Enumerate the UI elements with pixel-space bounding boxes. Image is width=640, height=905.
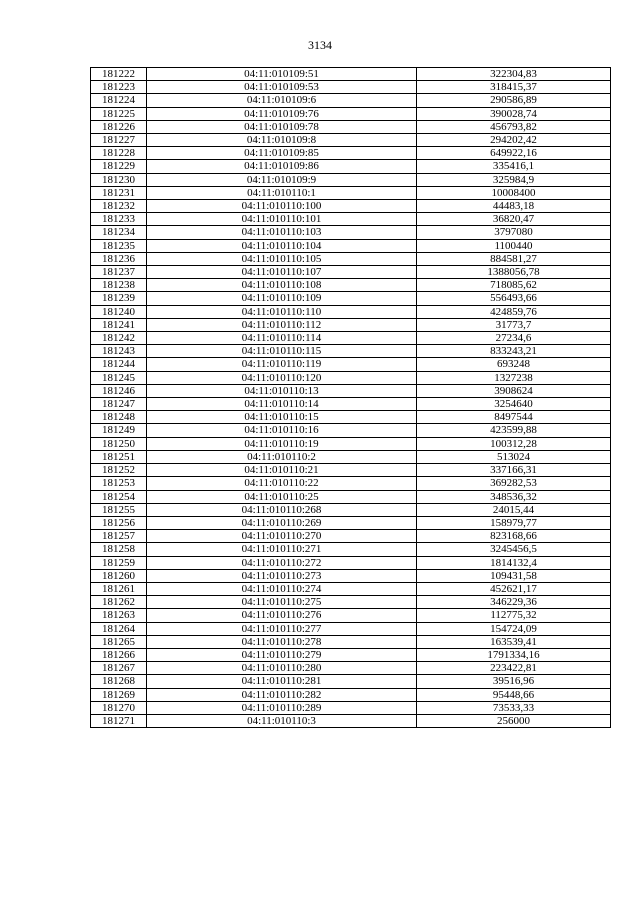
cadastral-number-cell: 04:11:010110:268 [147, 503, 417, 516]
page-number: 3134 [308, 38, 332, 52]
value-cell: 390028,74 [417, 107, 611, 120]
value-cell: 318415,37 [417, 81, 611, 94]
cadastral-number-cell: 04:11:010110:109 [147, 292, 417, 305]
cadastral-number-cell: 04:11:010110:282 [147, 688, 417, 701]
value-cell: 325984,9 [417, 173, 611, 186]
cadastral-number-cell: 04:11:010110:14 [147, 398, 417, 411]
row-number-cell: 181267 [91, 662, 147, 675]
value-cell: 36820,47 [417, 213, 611, 226]
table-row [91, 477, 611, 490]
row-number-cell: 181242 [91, 332, 147, 345]
value-cell: 3908624 [417, 384, 611, 397]
row-number-cell: 181256 [91, 516, 147, 529]
row-number-cell: 181251 [91, 450, 147, 463]
cadastral-number-cell: 04:11:010110:119 [147, 358, 417, 371]
table-row [91, 371, 611, 384]
table-row [91, 675, 611, 688]
table-row [91, 81, 611, 94]
value-cell: 3797080 [417, 226, 611, 239]
row-number-cell: 181238 [91, 279, 147, 292]
value-cell: 10008400 [417, 186, 611, 199]
table-row [91, 94, 611, 107]
cadastral-number-cell: 04:11:010109:76 [147, 107, 417, 120]
value-cell: 348536,32 [417, 490, 611, 503]
row-number-cell: 181227 [91, 134, 147, 147]
table-row [91, 596, 611, 609]
table-row [91, 503, 611, 516]
cadastral-number-cell: 04:11:010110:110 [147, 305, 417, 318]
table-row [91, 556, 611, 569]
row-number-cell: 181245 [91, 371, 147, 384]
cadastral-number-cell: 04:11:010110:276 [147, 609, 417, 622]
value-cell: 693248 [417, 358, 611, 371]
row-number-cell: 181249 [91, 424, 147, 437]
table-row [91, 332, 611, 345]
cadastral-number-cell: 04:11:010110:103 [147, 226, 417, 239]
row-number-cell: 181263 [91, 609, 147, 622]
table-row [91, 543, 611, 556]
cadastral-number-cell: 04:11:010110:270 [147, 530, 417, 543]
cadastral-number-cell: 04:11:010110:15 [147, 411, 417, 424]
value-cell: 424859,76 [417, 305, 611, 318]
value-cell: 1388056,78 [417, 266, 611, 279]
value-cell: 294202,42 [417, 134, 611, 147]
table-row [91, 173, 611, 186]
cadastral-number-cell: 04:11:010110:272 [147, 556, 417, 569]
row-number-cell: 181224 [91, 94, 147, 107]
row-number-cell: 181239 [91, 292, 147, 305]
cadastral-number-cell: 04:11:010110:108 [147, 279, 417, 292]
row-number-cell: 181237 [91, 266, 147, 279]
value-cell: 290586,89 [417, 94, 611, 107]
row-number-cell: 181231 [91, 186, 147, 199]
value-cell: 452621,17 [417, 582, 611, 595]
cadastral-number-cell: 04:11:010110:277 [147, 622, 417, 635]
row-number-cell: 181226 [91, 120, 147, 133]
value-cell: 884581,27 [417, 252, 611, 265]
row-number-cell: 181264 [91, 622, 147, 635]
row-number-cell: 181223 [91, 81, 147, 94]
table-row [91, 450, 611, 463]
value-cell: 154724,09 [417, 622, 611, 635]
cadastral-number-cell: 04:11:010110:115 [147, 345, 417, 358]
cadastral-number-cell: 04:11:010110:281 [147, 675, 417, 688]
row-number-cell: 181266 [91, 648, 147, 661]
value-cell: 718085,62 [417, 279, 611, 292]
row-number-cell: 181250 [91, 437, 147, 450]
table-row [91, 68, 611, 81]
table-row [91, 384, 611, 397]
row-number-cell: 181222 [91, 68, 147, 81]
row-number-cell: 181225 [91, 107, 147, 120]
table-row [91, 714, 611, 727]
table-row [91, 437, 611, 450]
value-cell: 158979,77 [417, 516, 611, 529]
table-row [91, 292, 611, 305]
registry-table-body [91, 68, 611, 728]
value-cell: 100312,28 [417, 437, 611, 450]
table-row [91, 266, 611, 279]
row-number-cell: 181243 [91, 345, 147, 358]
table-row [91, 345, 611, 358]
value-cell: 3245456,5 [417, 543, 611, 556]
value-cell: 39516,96 [417, 675, 611, 688]
table-row [91, 252, 611, 265]
cadastral-number-cell: 04:11:010109:85 [147, 147, 417, 160]
value-cell: 833243,21 [417, 345, 611, 358]
cadastral-number-cell: 04:11:010110:22 [147, 477, 417, 490]
cadastral-number-cell: 04:11:010110:2 [147, 450, 417, 463]
table-row [91, 305, 611, 318]
cadastral-number-cell: 04:11:010109:9 [147, 173, 417, 186]
table-row [91, 358, 611, 371]
cadastral-number-cell: 04:11:010110:104 [147, 239, 417, 252]
cadastral-number-cell: 04:11:010110:100 [147, 200, 417, 213]
cadastral-number-cell: 04:11:010109:8 [147, 134, 417, 147]
row-number-cell: 181240 [91, 305, 147, 318]
value-cell: 73533,33 [417, 701, 611, 714]
table-row [91, 147, 611, 160]
table-row [91, 120, 611, 133]
row-number-cell: 181230 [91, 173, 147, 186]
cadastral-number-cell: 04:11:010110:280 [147, 662, 417, 675]
value-cell: 3254640 [417, 398, 611, 411]
table-row [91, 701, 611, 714]
cadastral-number-cell: 04:11:010110:114 [147, 332, 417, 345]
table-row [91, 239, 611, 252]
table-row [91, 648, 611, 661]
row-number-cell: 181254 [91, 490, 147, 503]
row-number-cell: 181255 [91, 503, 147, 516]
cadastral-number-cell: 04:11:010110:271 [147, 543, 417, 556]
value-cell: 8497544 [417, 411, 611, 424]
cadastral-number-cell: 04:11:010110:275 [147, 596, 417, 609]
value-cell: 823168,66 [417, 530, 611, 543]
cadastral-number-cell: 04:11:010110:112 [147, 318, 417, 331]
cadastral-number-cell: 04:11:010110:3 [147, 714, 417, 727]
cadastral-number-cell: 04:11:010110:278 [147, 635, 417, 648]
value-cell: 256000 [417, 714, 611, 727]
cadastral-number-cell: 04:11:010110:25 [147, 490, 417, 503]
table-row [91, 213, 611, 226]
row-number-cell: 181262 [91, 596, 147, 609]
table-row [91, 609, 611, 622]
table-row [91, 226, 611, 239]
value-cell: 1327238 [417, 371, 611, 384]
row-number-cell: 181270 [91, 701, 147, 714]
cadastral-number-cell: 04:11:010110:120 [147, 371, 417, 384]
value-cell: 337166,31 [417, 464, 611, 477]
row-number-cell: 181265 [91, 635, 147, 648]
row-number-cell: 181257 [91, 530, 147, 543]
table-row [91, 318, 611, 331]
table-row [91, 662, 611, 675]
row-number-cell: 181241 [91, 318, 147, 331]
row-number-cell: 181246 [91, 384, 147, 397]
value-cell: 423599,88 [417, 424, 611, 437]
value-cell: 163539,41 [417, 635, 611, 648]
cadastral-number-cell: 04:11:010110:274 [147, 582, 417, 595]
value-cell: 31773,7 [417, 318, 611, 331]
row-number-cell: 181233 [91, 213, 147, 226]
row-number-cell: 181236 [91, 252, 147, 265]
table-row [91, 279, 611, 292]
cadastral-number-cell: 04:11:010110:101 [147, 213, 417, 226]
value-cell: 346229,36 [417, 596, 611, 609]
value-cell: 1791334,16 [417, 648, 611, 661]
row-number-cell: 181258 [91, 543, 147, 556]
value-cell: 24015,44 [417, 503, 611, 516]
cadastral-number-cell: 04:11:010109:78 [147, 120, 417, 133]
value-cell: 1100440 [417, 239, 611, 252]
row-number-cell: 181269 [91, 688, 147, 701]
cadastral-number-cell: 04:11:010110:21 [147, 464, 417, 477]
table-row [91, 516, 611, 529]
value-cell: 27234,6 [417, 332, 611, 345]
cadastral-number-cell: 04:11:010110:13 [147, 384, 417, 397]
row-number-cell: 181271 [91, 714, 147, 727]
table-row [91, 186, 611, 199]
table-row [91, 569, 611, 582]
table-row [91, 424, 611, 437]
table-row [91, 160, 611, 173]
row-number-cell: 181235 [91, 239, 147, 252]
table-row [91, 107, 611, 120]
cadastral-number-cell: 04:11:010110:289 [147, 701, 417, 714]
row-number-cell: 181229 [91, 160, 147, 173]
row-number-cell: 181268 [91, 675, 147, 688]
row-number-cell: 181247 [91, 398, 147, 411]
table-row [91, 622, 611, 635]
table-row [91, 582, 611, 595]
value-cell: 513024 [417, 450, 611, 463]
row-number-cell: 181244 [91, 358, 147, 371]
cadastral-number-cell: 04:11:010110:273 [147, 569, 417, 582]
cadastral-number-cell: 04:11:010110:107 [147, 266, 417, 279]
value-cell: 44483,18 [417, 200, 611, 213]
table-row [91, 490, 611, 503]
row-number-cell: 181234 [91, 226, 147, 239]
value-cell: 223422,81 [417, 662, 611, 675]
cadastral-number-cell: 04:11:010110:269 [147, 516, 417, 529]
cadastral-number-cell: 04:11:010110:105 [147, 252, 417, 265]
cadastral-number-cell: 04:11:010110:19 [147, 437, 417, 450]
row-number-cell: 181253 [91, 477, 147, 490]
row-number-cell: 181259 [91, 556, 147, 569]
value-cell: 556493,66 [417, 292, 611, 305]
value-cell: 112775,32 [417, 609, 611, 622]
table-row [91, 411, 611, 424]
table-row [91, 530, 611, 543]
table-row [91, 464, 611, 477]
cadastral-number-cell: 04:11:010109:86 [147, 160, 417, 173]
cadastral-number-cell: 04:11:010110:279 [147, 648, 417, 661]
row-number-cell: 181260 [91, 569, 147, 582]
value-cell: 322304,83 [417, 68, 611, 81]
value-cell: 649922,16 [417, 147, 611, 160]
table-row [91, 134, 611, 147]
cadastral-number-cell: 04:11:010109:53 [147, 81, 417, 94]
value-cell: 456793,82 [417, 120, 611, 133]
value-cell: 95448,66 [417, 688, 611, 701]
table-row [91, 635, 611, 648]
table-row [91, 688, 611, 701]
row-number-cell: 181261 [91, 582, 147, 595]
table-row [91, 200, 611, 213]
registry-table [90, 67, 611, 728]
row-number-cell: 181252 [91, 464, 147, 477]
row-number-cell: 181248 [91, 411, 147, 424]
cadastral-number-cell: 04:11:010109:51 [147, 68, 417, 81]
value-cell: 1814132,4 [417, 556, 611, 569]
cadastral-number-cell: 04:11:010110:1 [147, 186, 417, 199]
value-cell: 335416,1 [417, 160, 611, 173]
cadastral-number-cell: 04:11:010110:16 [147, 424, 417, 437]
cadastral-number-cell: 04:11:010109:6 [147, 94, 417, 107]
row-number-cell: 181228 [91, 147, 147, 160]
table-row [91, 398, 611, 411]
value-cell: 109431,58 [417, 569, 611, 582]
value-cell: 369282,53 [417, 477, 611, 490]
row-number-cell: 181232 [91, 200, 147, 213]
